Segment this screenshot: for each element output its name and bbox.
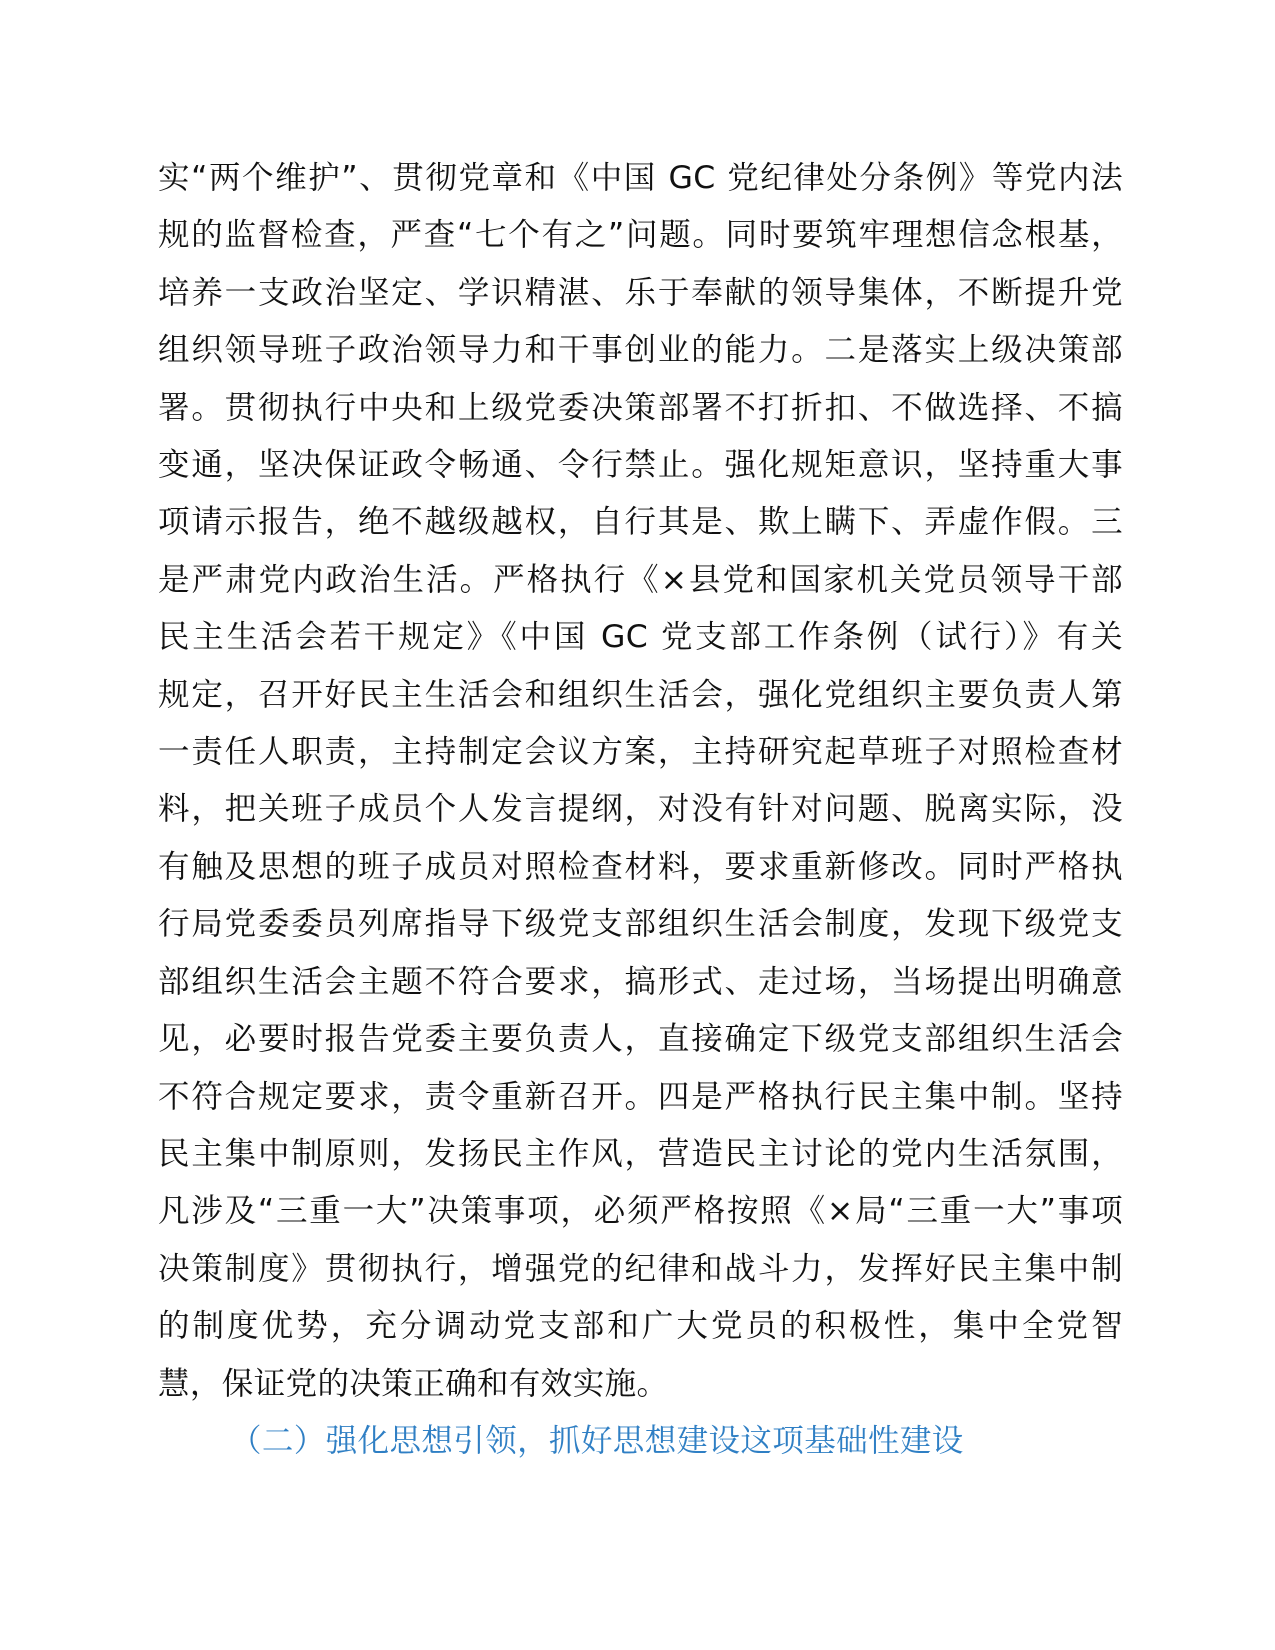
text-line: 规定，召开好民主生活会和组织生活会，强化党组织主要负责人第 bbox=[158, 676, 1123, 713]
text-line: 的制度优势，充分调动党支部和广大党员的积极性，集中全党智 bbox=[158, 1308, 1123, 1345]
text-line: 见，必要时报告党委主要负责人，直接确定下级党支部组织生活会 bbox=[158, 1021, 1123, 1058]
text-line: 不符合规定要求，责令重新召开。四是严格执行民主集中制。坚持 bbox=[158, 1078, 1123, 1115]
text-line: 行局党委委员列席指导下级党支部组织生活会制度，发现下级党支 bbox=[158, 906, 1123, 943]
text-line: 组织领导班子政治领导力和干事创业的能力。二是落实上级决策部 bbox=[158, 332, 1123, 369]
document-content bbox=[158, 150, 1123, 1470]
text-line: 规的监督检查，严查“七个有之”问题。同时要筑牢理想信念根基， bbox=[158, 217, 1123, 254]
text-line: 慧，保证党的决策正确和有效实施。 bbox=[158, 1365, 669, 1402]
text-line: 民主集中制原则，发扬民主作风，营造民主讨论的党内生活氛围， bbox=[158, 1135, 1123, 1172]
body-paragraph bbox=[158, 150, 1123, 1413]
text-line: 实“两个维护”、贯彻党章和《中国 GC 党纪律处分条例》等党内法 bbox=[158, 160, 1123, 196]
text-line: 部组织生活会主题不符合要求，搞形式、走过场，当场提出明确意 bbox=[158, 963, 1123, 1000]
text-line: 署。贯彻执行中央和上级党委决策部署不打折扣、不做选择、不搞 bbox=[158, 389, 1123, 426]
text-line: 有触及思想的班子成员对照检查材料，要求重新修改。同时严格执 bbox=[158, 848, 1123, 885]
text-line: 料，把关班子成员个人发言提纲，对没有针对问题、脱离实际，没 bbox=[158, 791, 1123, 828]
text-line: 培养一支政治坚定、学识精湛、乐于奉献的领导集体，不断提升党 bbox=[158, 274, 1123, 311]
text-line: 决策制度》贯彻执行，增强党的纪律和战斗力，发挥好民主集中制 bbox=[158, 1250, 1123, 1287]
section-heading: （二）强化思想引领，抓好思想建设这项基础性建设 bbox=[230, 1422, 964, 1459]
text-line: 民主生活会若干规定》《中国 GC 党支部工作条例（试行）》有关 bbox=[158, 619, 1123, 656]
text-line: 是严肃党内政治生活。严格执行《×县党和国家机关党员领导干部 bbox=[158, 561, 1123, 598]
text-line: 一责任人职责，主持制定会议方案，主持研究起草班子对照检查材 bbox=[158, 734, 1123, 771]
text-line: 变通，坚决保证政令畅通、令行禁止。强化规矩意识，坚持重大事 bbox=[158, 447, 1123, 484]
text-line: 项请示报告，绝不越级越权，自行其是、欺上瞒下、弄虚作假。三 bbox=[158, 504, 1123, 541]
text-line: 凡涉及“三重一大”决策事项，必须严格按照《×局“三重一大”事项 bbox=[158, 1193, 1123, 1230]
